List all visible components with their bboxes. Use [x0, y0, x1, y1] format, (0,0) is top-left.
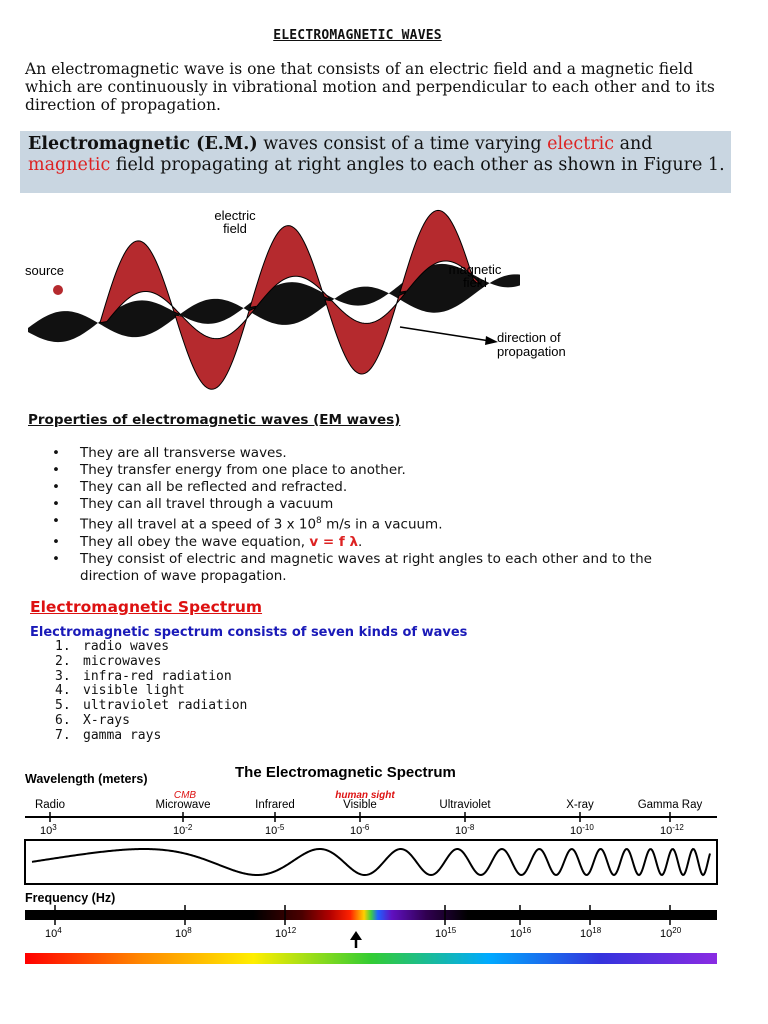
property-item: • They transfer energy from one place to another.	[52, 462, 692, 479]
em-wave-figure	[20, 200, 740, 410]
em-highlight-text	[28, 134, 728, 176]
magnetic-field-label-1: magnetic	[448, 262, 502, 277]
property-item-wave-eq	[52, 534, 692, 551]
visible-arrowhead	[350, 931, 362, 940]
wave-drawing	[28, 210, 520, 389]
wave-kind-item: 3. infra-red radiation	[55, 668, 232, 684]
wavelength-tick-label: $10^{-5}$	[265, 823, 285, 837]
source-label: source	[25, 263, 65, 278]
wavelength-tick-label: $10^{-6}$	[350, 823, 370, 837]
band-label: Ultraviolet	[439, 799, 491, 811]
electric-word: electric	[547, 134, 615, 154]
speed-exponent: 8	[316, 516, 322, 526]
band-label: Infrared	[255, 799, 295, 811]
property-item: • They can all be reflected and refracted.	[52, 479, 692, 496]
frequency-tick-label: $10^{12}$	[275, 926, 297, 940]
wave-kind-item: 7. gamma rays	[55, 727, 162, 743]
frequency-tick-label: $10^{15}$	[435, 926, 457, 940]
frequency-tick-label: $10^{20}$	[660, 926, 682, 940]
spectrum-heading: Electromagnetic Spectrum	[30, 598, 263, 616]
wave-equation: v = f λ	[309, 533, 359, 550]
wave-kind-item: 5. ultraviolet radiation	[55, 698, 248, 714]
propagation-arrow	[400, 327, 490, 341]
direction-label-1: direction of	[497, 330, 561, 345]
electric-field-label-1: electric	[214, 208, 256, 223]
band-label: Radio	[34, 799, 66, 811]
band-label: Microwave	[155, 799, 211, 811]
magnetic-word: magnetic	[28, 155, 111, 175]
band-label: Visible	[343, 799, 377, 811]
cmb-label: CMB	[173, 790, 197, 801]
band-labels	[35, 799, 703, 811]
speed-unit: m/s in a vacuum.	[321, 516, 443, 533]
speed-text: They all travel at a speed of 3 x 10	[80, 516, 317, 533]
wave-box	[25, 840, 717, 884]
em-text-1: waves consist of a time varying	[257, 134, 548, 154]
wavelength-tick-label: $10^{-2}$	[173, 823, 193, 837]
frequency-tick-label: $10^8$	[175, 926, 192, 940]
spectrum-subheading: Electromagnetic spectrum consists of seven kinds of waves	[30, 625, 468, 640]
wave-kind-item: 4. visible light	[55, 683, 185, 699]
wavelength-tick-label: $10^{-12}$	[660, 823, 684, 837]
frequency-tick-label: $10^{16}$	[510, 926, 532, 940]
wavelength-tick-label: $10^{-10}$	[570, 823, 594, 837]
wave-kind-item: 1. radio waves	[55, 639, 170, 654]
properties-list	[52, 445, 692, 585]
direction-label-2: propagation	[497, 344, 566, 359]
property-item: • They are all transverse waves.	[52, 445, 692, 462]
magnetic-field-label-2: field	[463, 275, 487, 290]
frequency-tick-label: $10^{18}$	[580, 926, 602, 940]
source-dot	[53, 285, 63, 295]
page-title: ELECTROMAGNETIC WAVES	[273, 28, 442, 43]
em-text-and: and	[614, 134, 653, 154]
em-term: Electromagnetic (E.M.)	[28, 134, 258, 154]
wave-eq-period: .	[358, 533, 363, 550]
wave-eq-text: They all obey the wave equation,	[80, 533, 310, 550]
band-label: X-ray	[566, 799, 594, 811]
rainbow-bar	[25, 953, 717, 964]
property-item: • They consist of electric and magnetic waves at right angles to each other and to the direction of wave propagation.	[52, 551, 692, 585]
electric-field-label-2: field	[223, 221, 247, 236]
properties-heading: Properties of electromagnetic waves (EM waves)	[28, 412, 401, 428]
property-item-speed	[52, 513, 692, 534]
wavelength-ticks	[40, 812, 684, 837]
frequency-axis-label: Frequency (Hz)	[25, 891, 116, 905]
frequency-bar	[25, 910, 717, 920]
em-text-2: field propagating at right angles to each other as shown in Figure 1.	[110, 155, 725, 175]
wave-kind-item: 6. X-rays	[55, 712, 130, 728]
wave-kind-item: 2. microwaves	[55, 653, 162, 669]
wavelength-axis-label: Wavelength (meters)	[25, 772, 148, 786]
frequency-tick-label: $10^4$	[45, 926, 62, 940]
band-label: Gamma Ray	[637, 799, 703, 811]
wave-kinds-list	[55, 640, 247, 744]
wavelength-tick-label: $10^3$	[40, 823, 57, 837]
wavelength-tick-label: $10^{-8}$	[455, 823, 475, 837]
spectrum-chart	[20, 760, 730, 970]
intro-paragraph: An electromagnetic wave is one that consists of an electric field and a magnetic field which are continuously in vibrational motion and perpendicular to each other and to its direction of propagation.	[25, 60, 715, 114]
human-sight-label: human sight	[335, 790, 395, 801]
property-item: • They can all travel through a vacuum	[52, 496, 692, 513]
chart-title: The Electromagnetic Spectrum	[235, 764, 456, 781]
